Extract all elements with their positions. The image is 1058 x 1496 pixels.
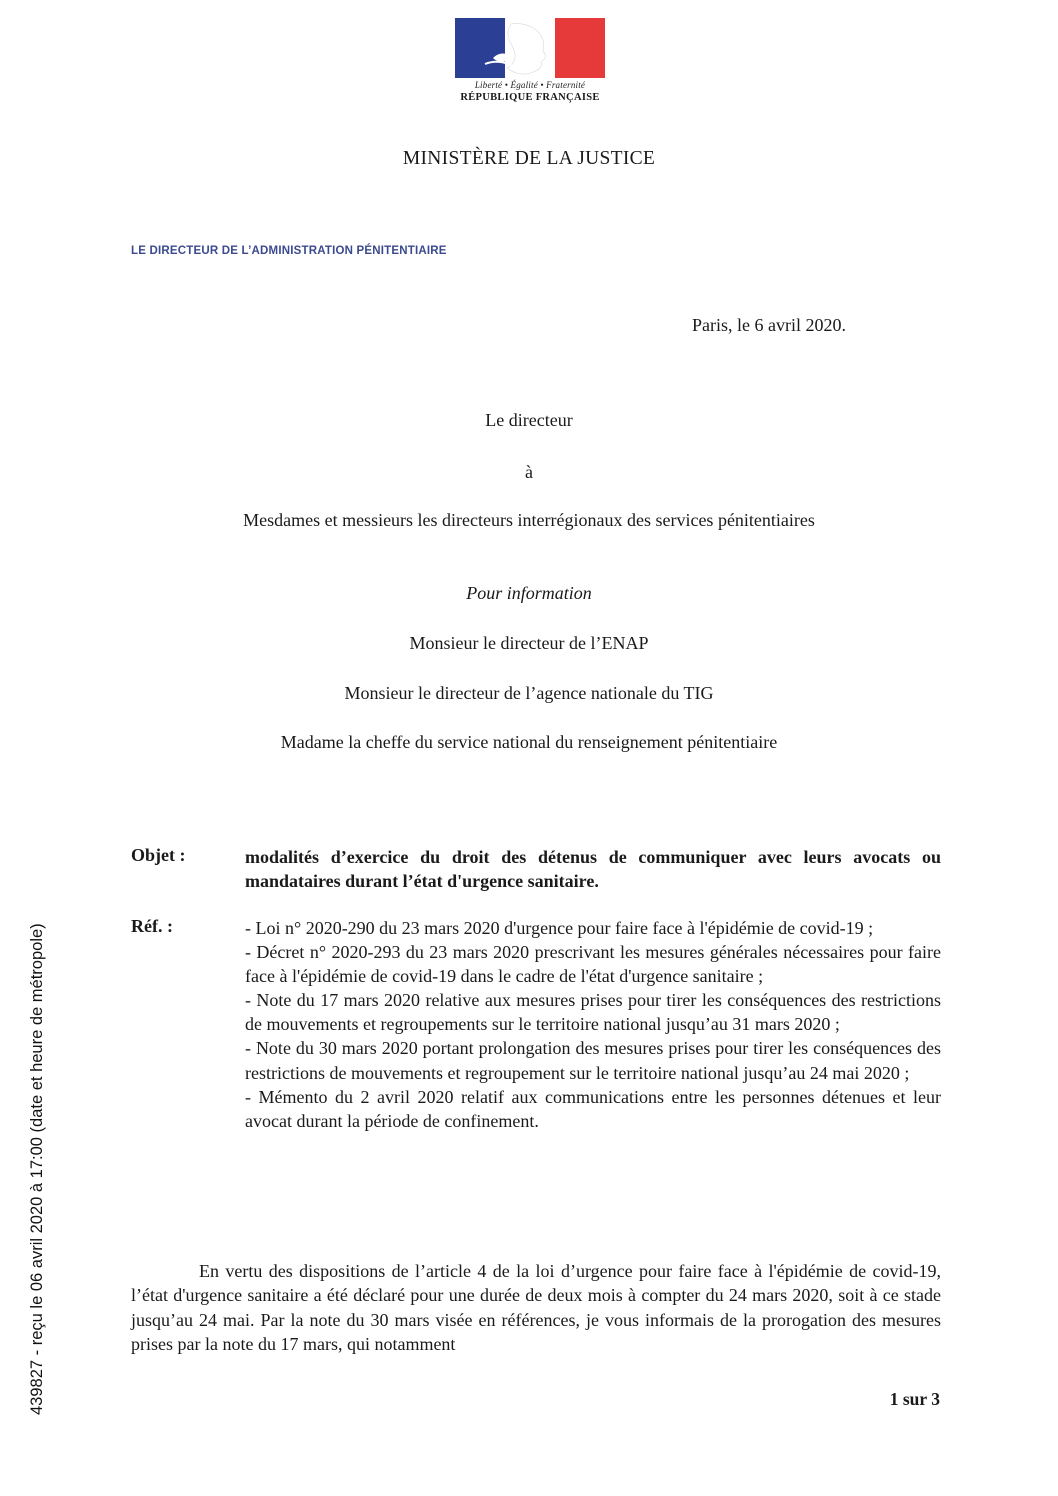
info-recipient: Monsieur le directeur de l’agence nationale du TIG [344,683,714,703]
reference-item: - Loi n° 2020-290 du 23 mars 2020 d'urgence pour faire face à l'épidémie de covid-19 ; [245,918,874,938]
object-text: modalités d’exercice du droit des détenus de communiquer avec leurs avocats ou mandataires durant l’état d'urgence sanitaire. [245,847,941,891]
reference-item: - Mémento du 2 avril 2020 relatif aux communications entre les personnes détenues et leur avocat durant la période de confinement. [245,1086,941,1131]
sender-heading: LE DIRECTEUR DE L’ADMINISTRATION PÉNITENTIAIRE [131,245,447,257]
republic-name: RÉPUBLIQUE FRANÇAISE [460,92,600,103]
recipients-line: Mesdames et messieurs les directeurs interrégionaux des services pénitentiaires [243,510,815,530]
reference-item: - Décret n° 2020-293 du 23 mars 2020 prescrivant les mesures générales nécessaires pour faire face à l'épidémie de covid-19 dans le cadre de l'état d'urgence sanitaire ; [245,942,941,987]
republic-motto: Liberté • Égalité • Fraternité [474,80,586,90]
ministry-title: MINISTÈRE DE LA JUSTICE [402,148,656,169]
page-number: 1 sur 3 [889,1389,940,1409]
info-recipient: Monsieur le directeur de l’ENAP [409,633,649,653]
reference-item: - Note du 30 mars 2020 portant prolongation des mesures prises pour tirer les conséquences des restrictions de mouvements et regroupement sur le territoire national jusqu’au 24 mai 2020 ; [245,1038,941,1083]
reception-stamp: 439827 - reçu le 06 avril 2020 à 17:00 (date et heure de métropole) [28,923,46,1415]
object-label: Objet : [131,845,186,865]
to-word: à [525,462,533,482]
reference-item: - Note du 17 mars 2020 relative aux mesures prises pour tirer les conséquences des restrictions de mouvements et regroupements sur le territoire national jusqu’au 31 mars 2020 ; [245,990,941,1035]
marianne-flag-icon [455,18,605,78]
info-heading: Pour information [466,583,592,603]
references-list [245,916,941,1133]
references-label: Réf. : [131,916,173,936]
from-line: Le directeur [485,410,573,430]
body-paragraph: En vertu des dispositions de l’article 4 de la loi d’urgence pour faire face à l'épidémie de covid-19, l’état d'urgence sanitaire a été déclaré pour une durée de deux mois à compter du 24 mars 2020, soit à ce stade jusqu’au 24 mai. Par la note du 30 mars visée en références, je vous informais de la prorogation des mesures prises par la note du 17 mars, qui notamment [131,1261,941,1354]
info-recipient: Madame la cheffe du service national du renseignement pénitentiaire [280,732,778,752]
letter-date: Paris, le 6 avril 2020. [692,315,846,335]
republic-logo [448,18,612,103]
